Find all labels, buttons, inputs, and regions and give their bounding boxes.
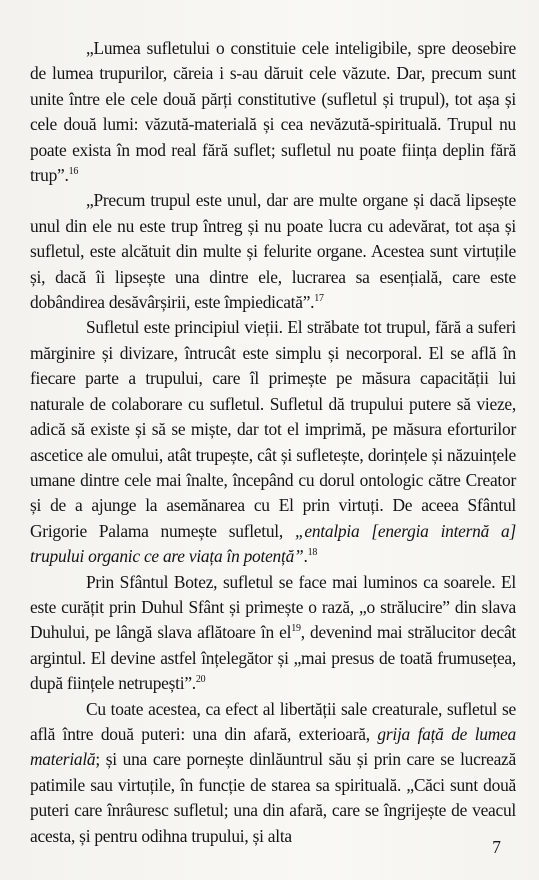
text-run: , devenind mai strălucitor decât argintul. El devine astfel înțelegător și „mai presus de toată frumusețea, după ființele netrupești”. <box>30 622 516 694</box>
footnote-ref: 18 <box>307 547 318 559</box>
body-text <box>30 36 516 849</box>
paragraph <box>30 188 516 315</box>
page-number: 7 <box>492 837 501 857</box>
text-run: Prin Sfântul Botez, sufletul se face mai luminos ca soarele. El este curățit prin Duhul Sfânt și primește o rază, „o strălucire” din slava Duhului, pe lângă slava aflătoare în el <box>30 571 516 643</box>
paragraph <box>30 315 516 569</box>
text-run: Cu toate acestea, ca efect al libertății sale creaturale, sufletul se află între două puteri: una din afară, exterioară, <box>30 698 516 744</box>
paragraph <box>30 697 516 849</box>
text-run: „Precum trupul este unul, dar are multe organe și dacă lipsește unul din ele nu este trup întreg și nu poate lucra cu adevărat, tot așa și sufletul, este alcătuit din multe și felurite organe. Acestea sunt virtuțile și, dacă îi lipsește una dintre ele, lucrarea sa esențială, care este dobândirea desăvârșirii, este împiedicată”. <box>30 190 516 313</box>
paragraph <box>30 570 516 697</box>
footnote-ref: 20 <box>195 674 206 686</box>
footnote-ref: 16 <box>68 166 79 178</box>
italic-text: grija față de lumea materială <box>30 723 516 770</box>
footnote-ref: 19 <box>291 623 301 635</box>
footnote-ref: 17 <box>314 293 324 305</box>
paragraph <box>30 36 516 188</box>
text-run: Sufletul este principiul vieții. El străbate tot trupul, fără a suferi mărginire și divizare, întrucât este simplu și necorporal. El se află în fiecare parte a trupului, care îl primește pe măsura capacității lui naturale de colaborare cu sufletul. Sufletul dă trupului putere să vieze, adică să existe și să se miște, dar tot el imprimă, pe măsura eforturilor ascetice ale omului, atât trupește, cât și sufletește, dorințele și năzuințele umane dintre cele mai înalte, începând cu dorul ontologic către Creator și de a ajunge la asemănarea cu El prin virtuți. De aceea Sfântul Grigorie Palama numește sufletul, <box>30 317 516 541</box>
text-run: ; și una care pornește dinlăuntrul său și prin care se lucrează patimile sau virtuțile, în funcție de starea sa spirituală. „Căci sunt două puteri care înrâuresc sufletul; una din afară, care se îngrijește de veacul acesta, și pentru odihna trupului, și alta <box>30 749 516 846</box>
text-run: . <box>303 546 308 567</box>
text-run: „Lumea sufletului o constituie cele inteligibile, spre deosebire de lumea trupurilor, căreia i s-au dăruit cele văzute. Dar, precum sunt unite între ele cele două părți constitutive (sufletul și trupul), tot așa și cele două lumi: văzută-materială și cea nevăzută-spirituală. Trupul nu poate exista în mod real fără suflet; sufletul nu poate ființa deplin fără trup”. <box>30 38 516 186</box>
italic-text: „entalpia [energia internă a] trupului organic ce are viața în potență” <box>30 520 516 567</box>
